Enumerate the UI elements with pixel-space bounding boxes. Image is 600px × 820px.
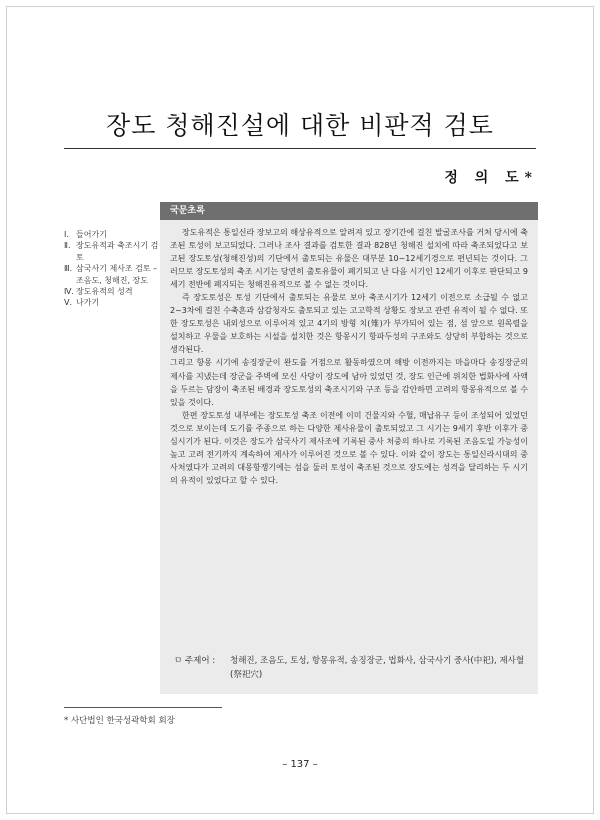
toc-text: 나가기 <box>76 298 100 308</box>
toc-number: Ⅲ. <box>64 264 73 274</box>
abstract-paragraph: 장도유적은 통일신라 장보고의 해상유적으로 알려져 있고 장기간에 걸친 발굴조사를 거쳐 당시에 축조된 토성이 보고되었다. 그러나 조사 결과를 검토한 결과 828년 청해진 설치에 따라 축조되었다고 보고된 장도토성(청해진성)의 기단에서 출토되는 유물은 대부분 10~12세기경으로 편년되는 것이다. 그러므로 장도토성의 축조 시기는 당연히 출토유물이 폐기되고 난 다음 시기인 12세기 이후로 판단되고 9세기 전반에 폐지되는 청해진유적으로 볼 수 없는 것이다. <box>170 228 528 290</box>
toc-number: Ⅱ. <box>64 241 71 251</box>
toc-number: Ⅰ. <box>64 230 69 239</box>
abstract-paragraph: 한편 장도토성 내부에는 장도토성 축조 이전에 이미 건물지와 수혈, 매납유구 등이 조성되어 있었던 것으로 보이는데 도기를 주종으로 하는 다양한 제사유물이 출토되었고 그 시기는 9세기 후반 이후가 중심시기가 된다. 이것은 장도가 삼국사기 제사조에 기록된 중사 처중의 하나로 기록된 조음도일 가능성이 높고 고려 전기까지 계속하여 제사가 이루어진 것으로 볼 수 있다. 이와 같이 장도는 통일신라시대의 중사처였다가 고려의 대몽항쟁기에는 섬을 둘러 토성이 축조된 것으로 장도에는 성격을 달리하는 두 시기의 유적이 있었다고 할 수 있다. <box>170 410 528 485</box>
toc-item[interactable] <box>64 297 162 308</box>
toc-text: 들어가기 <box>76 230 107 239</box>
abstract-body <box>160 220 538 487</box>
toc-text: 장도유적의 성격 <box>76 287 133 297</box>
abstract-paragraph: 즉 장도토성은 토성 기단에서 출토되는 유물로 보아 축조시기가 12세기 이전으로 소급될 수 없고 2~3차에 걸친 수축흔과 삼감청자도 출토되고 있는 고고학적 상황도 장보고 관련 유적이 될 수 없다. 또한 장도토성은 내외성으로 이루어져 있고 4기의 방형 치(雉)가 부가되어 있는 점, 섬 앞으로 원목렬을 설치하고 우물을 보호하는 시설을 설치한 것은 항몽시기 항파두성의 구조와도 상당히 부합하는 것으로 생각된다. <box>170 293 528 355</box>
toc-text: 장도유적과 축조시기 검토 <box>76 241 159 262</box>
author-name: 정 의 도* <box>444 170 538 186</box>
title-divider <box>64 148 536 149</box>
toc-item[interactable] <box>64 240 162 263</box>
table-of-contents <box>64 229 162 309</box>
keywords <box>174 654 529 682</box>
toc-number: Ⅳ. <box>64 287 74 297</box>
keywords-label: ㅁ 주제어 : <box>174 656 216 666</box>
footnote-divider <box>64 707 222 708</box>
toc-item[interactable] <box>64 286 162 297</box>
page-number: – 137 – <box>282 759 318 770</box>
toc-number: Ⅴ. <box>64 298 73 308</box>
abstract-box <box>160 202 538 694</box>
toc-item[interactable] <box>64 229 162 240</box>
paper-title: 장도 청해진설에 대한 비판적 검토 <box>106 111 494 140</box>
footnote: * 사단법인 한국성곽학회 회장 <box>64 716 175 726</box>
toc-item[interactable] <box>64 263 162 286</box>
abstract-heading: 국문초록 <box>160 202 538 220</box>
toc-text: 삼국사기 제사조 검토 –조음도, 청해진, 장도 <box>76 264 158 285</box>
abstract-paragraph: 그리고 항몽 시기에 송징장군이 완도를 거점으로 활동하였으며 해방 이전까지는 마을마다 송징장군의 제사를 지냈는데 장군을 주벽에 모신 사당이 장도에 남아 있었던 것, 장도 인근에 위치한 법화사에 사액을 두르는 담장이 축조된 배경과 장도토성의 축조시기와 구조 등을 감안하면 고려의 항몽유적으로 볼 수 있을 것이다. <box>170 358 528 407</box>
keywords-text: 청해진, 조음도, 토성, 항몽유적, 송징장군, 법화사, 삼국사기 중사(中祀), 제사혈(祭祀穴) <box>230 656 525 680</box>
